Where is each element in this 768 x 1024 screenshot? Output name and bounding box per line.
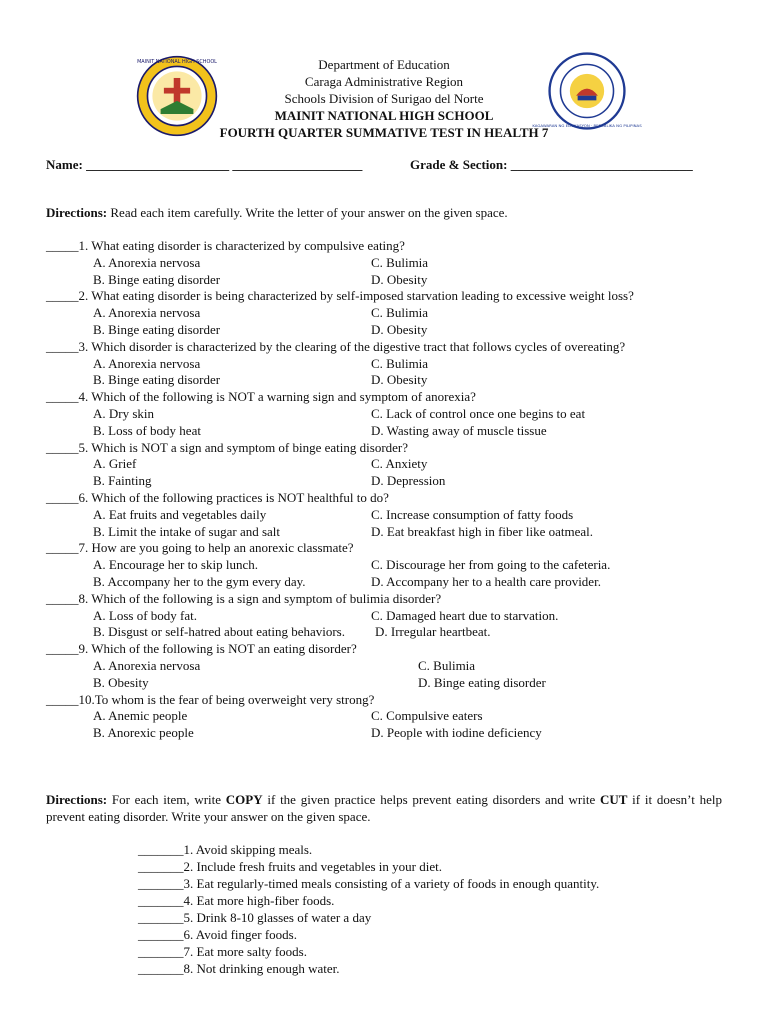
header-school: MAINIT NATIONAL HIGH SCHOOL [274, 108, 494, 123]
option-row [46, 608, 722, 625]
part2-directions-text-b: if the given practice helps prevent eating disorders and write [262, 792, 600, 807]
answer-option: B. Anorexic people [93, 725, 194, 741]
question-item [46, 440, 722, 490]
answer-option: C. Compulsive eaters [371, 708, 483, 724]
question-stem: _____3. Which disorder is characterized by the clearing of the digestive tract that follows cycles of overeating? [46, 338, 626, 354]
copy-cut-item: _______7. Eat more salty foods. [138, 944, 307, 959]
answer-option: D. Irregular heartbeat. [375, 624, 491, 640]
answer-option: B. Binge eating disorder [93, 321, 221, 337]
question-item [46, 339, 722, 389]
question-stem: _____7. How are you going to help an anorexic classmate? [46, 540, 354, 556]
answer-option: A. Loss of body fat. [93, 607, 197, 623]
answer-option: A. Anemic people [93, 708, 188, 724]
option-row [46, 725, 722, 742]
answer-option: A. Encourage her to skip lunch. [93, 557, 258, 573]
answer-option: A. Dry skin [93, 405, 155, 421]
answer-option: D. Obesity [371, 321, 428, 337]
option-row [46, 372, 722, 389]
answer-option: D. Eat breakfast high in fiber like oatmeal. [371, 523, 594, 539]
answer-option: A. Grief [93, 456, 137, 472]
answer-option: C. Bulimia [371, 305, 429, 321]
question-item [46, 641, 722, 691]
copy-cut-item: _______8. Not drinking enough water. [138, 961, 340, 976]
answer-option: A. Anorexia nervosa [93, 254, 201, 270]
part1-directions-text: Read each item carefully. Write the letter of your answer on the given space. [107, 205, 508, 220]
name-blank: : ______________________ ____________________ [78, 157, 363, 172]
answer-option: A. Eat fruits and vegetables daily [93, 506, 267, 522]
answer-option: B. Loss of body heat [93, 422, 201, 438]
question-item [46, 591, 722, 641]
option-row [46, 322, 722, 339]
question-item [46, 288, 722, 338]
answer-option: C. Anxiety [371, 456, 428, 472]
question-stem: _____4. Which of the following is NOT a warning sign and symptom of anorexia? [46, 389, 476, 405]
answer-option: B. Disgust or self-hatred about eating behaviors. [93, 624, 345, 640]
answer-option: A. Anorexia nervosa [93, 355, 201, 371]
answer-option: C. Increase consumption of fatty foods [371, 506, 574, 522]
answer-option: B. Limit the intake of sugar and salt [93, 523, 281, 539]
seal-right-text: KAGAWARAN NG EDUKASYON · REPUBLIKA NG PILIPINAS [532, 122, 642, 128]
question-stem: _____6. Which of the following practices is NOT healthful to do? [46, 489, 389, 505]
question-item [46, 540, 722, 590]
option-row [46, 456, 722, 473]
grade-section-field [410, 157, 693, 174]
header-department: Department of Education [318, 57, 450, 72]
part1-directions [46, 205, 722, 222]
answer-option: B. Accompany her to the gym every day. [93, 573, 306, 589]
copy-cut-items [138, 841, 698, 977]
option-row [46, 272, 722, 289]
question-item [46, 490, 722, 540]
answer-option: D. Accompany her to a health care provider. [371, 573, 601, 589]
question-item [46, 692, 722, 742]
header-region: Caraga Administrative Region [304, 74, 464, 89]
multiple-choice-questions [46, 238, 722, 742]
grade-section-blank: : ____________________________ [503, 157, 693, 172]
option-row [46, 557, 722, 574]
name-label: Name [46, 157, 79, 172]
copy-cut-item: _______2. Include fresh fruits and vegetables in your diet. [138, 859, 442, 874]
question-item [46, 389, 722, 439]
answer-option: C. Discourage her from going to the cafeteria. [371, 557, 611, 573]
cut-keyword: CUT [599, 792, 628, 807]
copy-cut-item: _______4. Eat more high-fiber foods. [138, 893, 335, 908]
part2-directions-label: Directions: [46, 792, 108, 807]
seal-left-text: MAINIT NATIONAL HIGH SCHOOL [137, 59, 217, 66]
copy-cut-item: _______3. Eat regularly-timed meals consisting of a variety of foods in enough quantity. [138, 876, 600, 891]
answer-option: B. Binge eating disorder [93, 271, 221, 287]
answer-option: A. Anorexia nervosa [93, 305, 201, 321]
option-row [46, 305, 722, 322]
grade-section-label: Grade & Section [410, 157, 504, 172]
part2-directions [46, 791, 722, 825]
answer-option: D. Wasting away of muscle tissue [371, 422, 547, 438]
answer-option: D. Obesity [371, 372, 428, 388]
document-header [0, 56, 768, 141]
question-stem: _____8. Which of the following is a sign and symptom of bulimia disorder? [46, 590, 442, 606]
option-row [46, 473, 722, 490]
answer-option: B. Obesity [93, 674, 149, 690]
question-stem: _____10.To whom is the fear of being overweight very strong? [46, 691, 375, 707]
copy-cut-item: _______1. Avoid skipping meals. [138, 842, 313, 857]
option-row [46, 708, 722, 725]
option-row [46, 406, 722, 423]
option-row [46, 255, 722, 272]
option-row [46, 507, 722, 524]
option-row [46, 574, 722, 591]
copy-keyword: COPY [225, 792, 263, 807]
answer-option: C. Lack of control once one begins to eat [371, 405, 586, 421]
option-row [46, 423, 722, 440]
option-row [46, 658, 722, 675]
answer-option: C. Bulimia [371, 355, 429, 371]
option-row [46, 356, 722, 373]
answer-option: C. Damaged heart due to starvation. [371, 607, 559, 623]
answer-option: A. Anorexia nervosa [93, 657, 201, 673]
part2-directions-text-c: if it doesn’t help prevent eating disorder. Write your answer on the given space. [46, 792, 722, 824]
copy-cut-item: _______5. Drink 8-10 glasses of water a day [138, 910, 372, 925]
answer-option: B. Fainting [93, 473, 152, 489]
question-stem: _____9. Which of the following is NOT an eating disorder? [46, 641, 357, 657]
answer-option: C. Bulimia [418, 657, 476, 673]
option-row [46, 675, 722, 692]
student-info-row [46, 157, 726, 174]
part2-directions-text-a: For each item, write [107, 792, 226, 807]
answer-option: D. Obesity [371, 271, 428, 287]
option-row [46, 524, 722, 541]
answer-option: D. People with iodine deficiency [371, 725, 542, 741]
question-stem: _____1. What eating disorder is characterized by compulsive eating? [46, 238, 405, 253]
question-item [46, 238, 722, 288]
question-stem: _____5. Which is NOT a sign and symptom of binge eating disorder? [46, 439, 409, 455]
copy-cut-item: _______6. Avoid finger foods. [138, 927, 297, 942]
answer-option: B. Binge eating disorder [93, 372, 221, 388]
answer-option: D. Binge eating disorder [418, 674, 546, 690]
part1-directions-label: Directions: [46, 205, 108, 220]
answer-option: C. Bulimia [371, 254, 429, 270]
answer-option: D. Depression [371, 473, 446, 489]
header-test-title: FOURTH QUARTER SUMMATIVE TEST IN HEALTH 7 [219, 125, 549, 140]
question-stem: _____2. What eating disorder is being characterized by self-imposed starvation leading to excessive weight loss? [46, 288, 634, 304]
header-division: Schools Division of Surigao del Norte [284, 91, 484, 106]
option-row [46, 624, 722, 641]
